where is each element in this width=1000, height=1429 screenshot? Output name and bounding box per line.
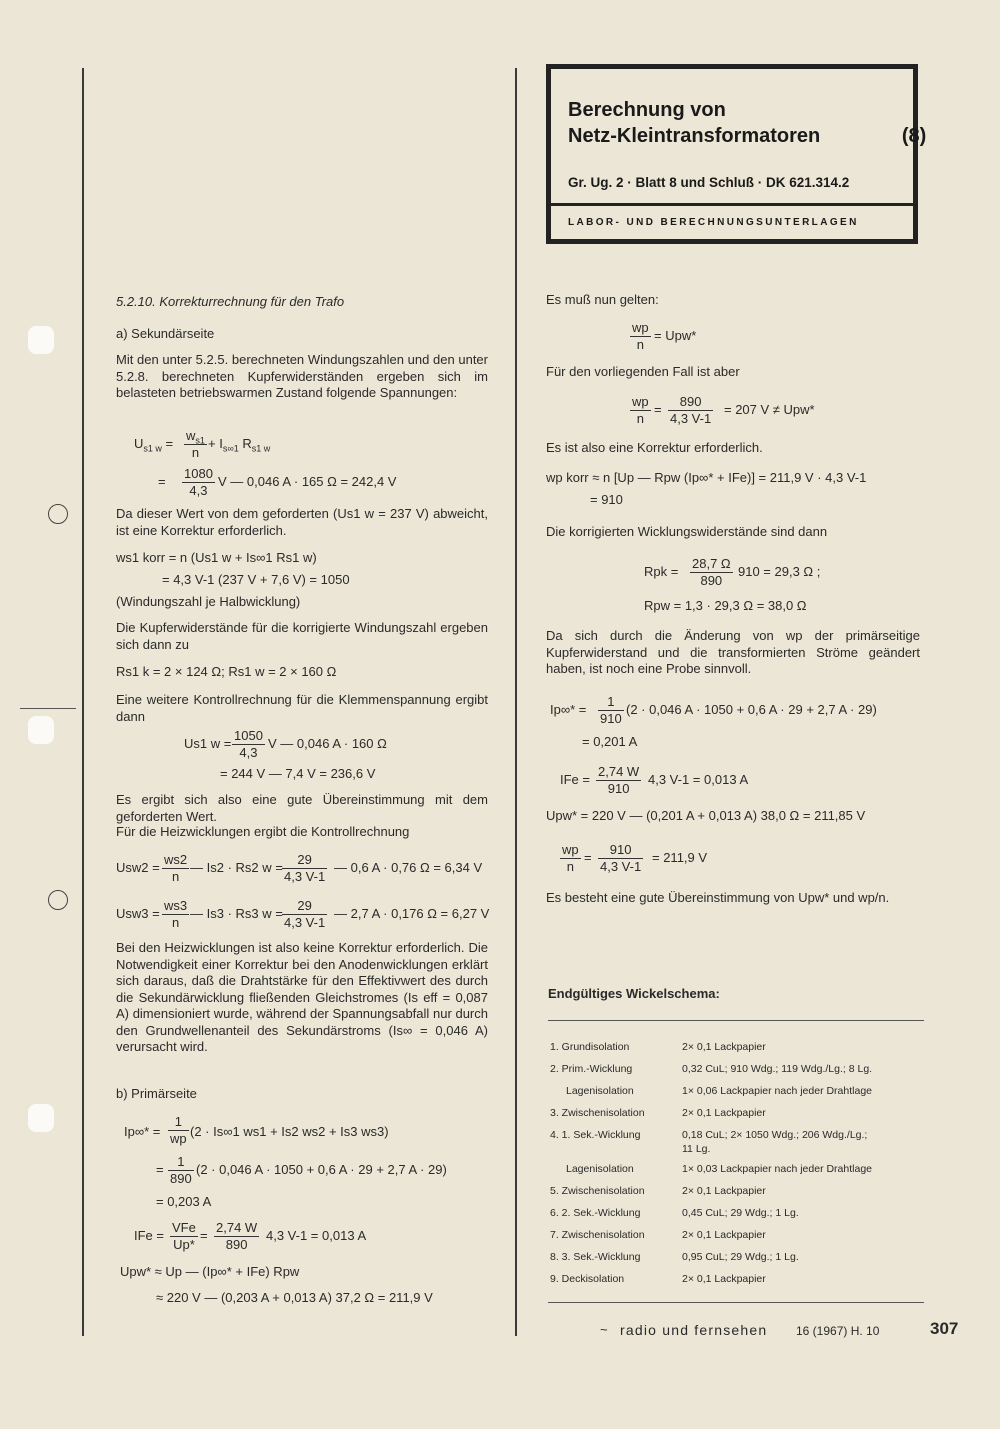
- equation-fraction: $\frac{1}{wp}$: [170, 1114, 187, 1146]
- equation: =: [158, 474, 166, 489]
- equation: Upw* = 220 V — (0,201 A + 0,013 A) 38,0 Ω = 211,85 V: [546, 808, 866, 823]
- schema-spec: 2× 0,1 Lackpapier: [682, 1185, 766, 1197]
- equation: = 0,201 A: [582, 734, 638, 749]
- equation-fraction: $\frac{wp}{n}$: [562, 842, 579, 874]
- schema-spec: 11 Lg.: [682, 1143, 711, 1155]
- equation-fraction: $\frac{ws2}{n}$: [164, 852, 188, 884]
- schema-spec: 2× 0,1 Lackpapier: [682, 1229, 766, 1241]
- equation-fraction: $\frac{2,74 W}{890}$: [216, 1220, 258, 1252]
- equation-fraction: $\frac{wp}{n}$: [632, 320, 649, 352]
- schema-row: [550, 1228, 766, 1242]
- equation: V — 0,046 A · 160 Ω: [268, 736, 387, 751]
- schema-layer: 2. Prim.-Wicklung: [550, 1063, 633, 1075]
- schema-row: [566, 1162, 873, 1176]
- schema-layer: 7. Zwischenisolation: [550, 1229, 645, 1241]
- equation: Rs1 k = 2 × 124 Ω; Rs1 w = 2 × 160 Ω: [116, 664, 337, 679]
- schema-row: [550, 1184, 766, 1198]
- equation: — 0,6 A · 0,76 Ω = 6,34 V: [334, 860, 483, 875]
- binder-tab: [28, 326, 54, 354]
- equation: = 211,9 V: [652, 850, 708, 865]
- subsection-b-heading: b) Primärseite: [116, 1086, 197, 1101]
- equation-fraction: $\frac{28,7 \Omega}{890}$: [692, 556, 731, 588]
- schema-row: [550, 1040, 766, 1054]
- schema-top-rule: [548, 1020, 924, 1021]
- binder-tab: [28, 1104, 54, 1132]
- paragraph: Es besteht eine gute Übereinstimmung von Upw* und wp/n.: [546, 890, 890, 905]
- equation: IFe =: [560, 772, 590, 787]
- paragraph: Die Kupferwiderstände für die korrigierte Windungszahl ergeben sich dann zu: [116, 620, 488, 652]
- title-line-1: Berechnung von: [568, 99, 726, 121]
- schema-spec: 2× 0,1 Lackpapier: [682, 1273, 766, 1285]
- header-box: [546, 64, 927, 244]
- paragraph: Da dieser Wert von dem geforderten (Us1 w = 237 V) abweicht, ist eine Korrektur erforderlich.: [116, 506, 488, 538]
- equation: Ip∞* =: [550, 702, 587, 717]
- equation-fraction: VFe Up*: [172, 1220, 196, 1252]
- equation: Us1 w =: [184, 736, 232, 751]
- paragraph: Es ist also eine Korrektur erforderlich.: [546, 440, 763, 455]
- schema-spec: 0,95 CuL; 29 Wdg.; 1 Lg.: [682, 1251, 799, 1263]
- schema-row: [550, 1272, 766, 1286]
- equation-fraction: $\frac{910}{4,3 V-1}$: [600, 842, 642, 874]
- equation: = 4,3 V-1 (237 V + 7,6 V) = 1050: [162, 572, 350, 587]
- equation: = 0,203 A: [156, 1194, 212, 1209]
- equation: = 207 V ≠ Upw*: [724, 402, 815, 417]
- equation: $U_{s1 w}$ =: [134, 436, 174, 454]
- equation: (2 · 0,046 A · 1050 + 0,6 A · 29 + 2,7 A · 29): [196, 1162, 447, 1177]
- schema-spec: 0,45 CuL; 29 Wdg.; 1 Lg.: [682, 1207, 799, 1219]
- equation-fraction: $\frac{w_{s1}}{n}$: [186, 428, 205, 460]
- schema-spec: 1× 0,06 Lackpapier nach jeder Drahtlage: [682, 1085, 873, 1097]
- header-divider: [551, 203, 913, 206]
- header-title: [568, 97, 927, 149]
- schema-row: [550, 1106, 766, 1120]
- equation: + $I_{s\infty 1}$ $R_{s1 w}$: [208, 436, 271, 454]
- paragraph: Da sich durch die Änderung von wp der primärseitige Kupferwiderstand und die transformierten Ströme geändert haben, ist noch eine Probe sinnvoll.: [546, 628, 920, 676]
- equation-fraction: $\frac{ws3}{n}$: [164, 898, 188, 930]
- equation: 4,3 V-1 = 0,013 A: [266, 1228, 367, 1243]
- equation: IFe =: [134, 1228, 164, 1243]
- schema-spec: 0,32 CuL; 910 Wdg.; 119 Wdg./Lg.; 8 Lg.: [682, 1063, 873, 1075]
- equation: V — 0,046 A · 165 Ω = 242,4 V: [218, 474, 397, 489]
- equation: =: [584, 850, 592, 865]
- equation-note: (Windungszahl je Halbwicklung): [116, 594, 301, 609]
- schema-row: [550, 1128, 868, 1142]
- equation: 910 = 29,3 Ω ;: [738, 564, 821, 579]
- equation-fraction: $\frac{1050}{4,3}$: [234, 728, 263, 760]
- schema-spec: 2× 0,1 Lackpapier: [682, 1041, 766, 1053]
- equation-fraction: $\frac{29}{4,3 V-1}$: [284, 852, 326, 884]
- header-series-label: LABOR- UND BERECHNUNGSUNTERLAGEN: [568, 217, 859, 228]
- equation: = 244 V — 7,4 V = 236,6 V: [220, 766, 376, 781]
- paragraph: Mit den unter 5.2.5. berechneten Windungszahlen und den unter 5.2.8. berechneten Kupferwiderständen ergeben sich im belasteten betriebswarmen Zustand folgende Spannungen:: [116, 352, 488, 400]
- equation: ≈ 220 V — (0,203 A + 0,013 A) 37,2 Ω = 211,9 V: [156, 1290, 433, 1305]
- punch-hole-bottom: [48, 890, 68, 910]
- schema-row: [566, 1084, 873, 1098]
- equation-fraction: $\frac{890}{4,3 V-1}$: [670, 394, 712, 426]
- equation: 4,3 V-1 = 0,013 A: [648, 772, 749, 787]
- equation-fraction: $\frac{29}{4,3 V-1}$: [284, 898, 326, 930]
- paragraph: Für die Heizwicklungen ergibt die Kontrollrechnung: [116, 824, 410, 839]
- punch-hole-top: [48, 504, 68, 524]
- equation: = 910: [590, 492, 623, 507]
- paragraph: Für den vorliegenden Fall ist aber: [546, 364, 740, 379]
- subsection-a-heading: a) Sekundärseite: [116, 326, 215, 341]
- schema-layer: 1. Grundisolation: [550, 1041, 630, 1053]
- equation: Rpw = 1,3 · 29,3 Ω = 38,0 Ω: [644, 598, 807, 613]
- footer-journal: radio und fernsehen: [620, 1322, 768, 1338]
- schema-row: [550, 1062, 873, 1076]
- equation: Rpk =: [644, 564, 679, 579]
- equation: = Upw*: [654, 328, 697, 343]
- paragraph: Eine weitere Kontrollrechnung für die Klemmenspannung ergibt dann: [116, 692, 488, 724]
- equation: — 2,7 A · 0,176 Ω = 6,27 V: [334, 906, 490, 921]
- paragraph: Es muß nun gelten:: [546, 292, 659, 307]
- page-number: 307: [930, 1319, 959, 1338]
- schema-layer: 8. 3. Sek.-Wicklung: [550, 1251, 641, 1263]
- equation-fraction: $\frac{1}{910}$: [600, 694, 622, 726]
- equation: (2 · 0,046 A · 1050 + 0,6 A · 29 + 2,7 A · 29): [626, 702, 877, 717]
- equation: — Is3 · Rs3 w =: [190, 906, 283, 921]
- section-title: 5.2.10. Korrekturrechnung für den Trafo: [116, 294, 345, 309]
- paragraph: Bei den Heizwicklungen ist also keine Korrektur erforderlich. Die Notwendigkeit einer Korrektur bei den Anodenwicklungen erklärt sich daraus, daß die Drahtstärke für den Effektivwert des durch die Sekundärwicklung fließenden Gleichstromes (Is eff = 0,087 A) dimensioniert wurde, während der Spannungsabfall nur durch den Grundwellenanteil des Sekundärstroms (Is∞ = 0,046 A) verursacht wird.: [116, 940, 488, 1054]
- binder-tab: [28, 716, 54, 744]
- schema-row: [550, 1206, 799, 1220]
- paragraph: Es ergibt sich also eine gute Übereinstimmung mit dem geforderten Wert.: [116, 792, 488, 824]
- equation-fraction: $\frac{1080}{4,3}$: [184, 466, 213, 498]
- schema-row: [550, 1250, 799, 1264]
- equation: Usw3 =: [116, 906, 160, 921]
- equation: =: [200, 1228, 208, 1243]
- equation-fraction: $\frac{wp}{n}$: [632, 394, 649, 426]
- equation: =: [654, 402, 662, 417]
- schema-spec: 2× 0,1 Lackpapier: [682, 1107, 766, 1119]
- equation: (2 · Is∞1 ws1 + Is2 ws2 + Is3 ws3): [190, 1124, 389, 1139]
- schema-layer: 3. Zwischenisolation: [550, 1107, 645, 1119]
- fold-mark: [20, 708, 76, 709]
- equation: Upw* ≈ Up — (Ip∞* + IFe) Rpw: [120, 1264, 300, 1279]
- equation-fraction: $\frac{1}{890}$: [170, 1154, 192, 1186]
- schema-spec: 0,18 CuL; 2× 1050 Wdg.; 206 Wdg./Lg.;: [682, 1129, 868, 1141]
- equation: Usw2 =: [116, 860, 160, 875]
- equation: Ip∞* =: [124, 1124, 161, 1139]
- equation: — Is2 · Rs2 w =: [190, 860, 283, 875]
- schema-layer: 4. 1. Sek.-Wicklung: [550, 1129, 641, 1141]
- schema-layer: 6. 2. Sek.-Wicklung: [550, 1207, 641, 1219]
- schema-spec: 1× 0,03 Lackpapier nach jeder Drahtlage: [682, 1163, 873, 1175]
- paragraph: Die korrigierten Wicklungswiderstände sind dann: [546, 524, 828, 539]
- title-line-2: Netz-Kleintransformatoren: [568, 125, 821, 147]
- schema-layer: Lagenisolation: [566, 1085, 634, 1097]
- schema-bottom-rule: [548, 1302, 924, 1303]
- footer-dash: ~: [600, 1322, 608, 1337]
- equation: ws1 korr = n (Us1 w + Is∞1 Rs1 w): [116, 550, 317, 565]
- equation-fraction: $\frac{2,74 W}{910}$: [598, 764, 640, 796]
- left-column-rule: [82, 68, 84, 1336]
- equation: wp korr ≈ n [Up — Rpw (Ip∞* + IFe)] = 211,9 V · 4,3 V-1: [546, 470, 867, 485]
- footer-issue: 16 (1967) H. 10: [796, 1324, 880, 1338]
- equation: =: [156, 1162, 164, 1177]
- schema-layer: Lagenisolation: [566, 1163, 634, 1175]
- header-subtitle: Gr. Ug. 2 · Blatt 8 und Schluß · DK 621.314.2: [568, 175, 850, 190]
- title-number: (8): [901, 125, 927, 147]
- center-column-rule: [515, 68, 517, 1336]
- schema-layer: 5. Zwischenisolation: [550, 1185, 645, 1197]
- schema-layer: 9. Deckisolation: [550, 1273, 625, 1285]
- schema-title: Endgültiges Wickelschema:: [548, 986, 720, 1001]
